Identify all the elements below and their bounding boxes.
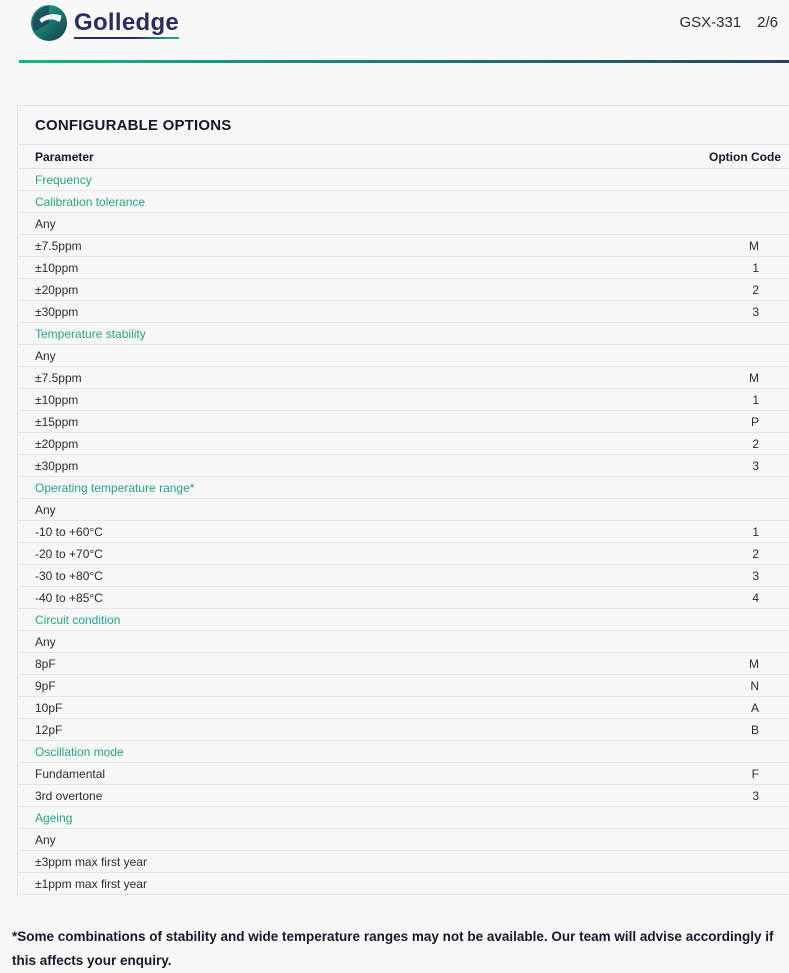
table-row <box>18 235 789 257</box>
table-row <box>18 455 789 477</box>
parameter-cell: ±3ppm max first year <box>35 854 147 869</box>
option-code-cell: N <box>750 678 759 693</box>
parameter-cell: ±1ppm max first year <box>35 876 147 891</box>
option-code-cell: 3 <box>752 788 759 803</box>
parameter-cell: ±10ppm <box>35 260 79 275</box>
header-divider <box>19 60 789 63</box>
table-title: CONFIGURABLE OPTIONS <box>18 106 789 145</box>
table-row <box>18 257 789 279</box>
table-row <box>18 279 789 301</box>
table-row <box>18 521 789 543</box>
table-row <box>18 499 789 521</box>
option-code-cell: M <box>749 370 759 385</box>
parameter-cell: Any <box>35 216 56 231</box>
parameter-cell: ±30ppm <box>35 304 79 319</box>
parameter-cell: ±7.5ppm <box>35 370 82 385</box>
parameter-cell: ±15ppm <box>35 414 79 429</box>
parameter-cell: ±10ppm <box>35 392 79 407</box>
parameter-cell: 10pF <box>35 700 63 715</box>
option-code-cell: 1 <box>752 260 759 275</box>
option-code-cell: 3 <box>752 568 759 583</box>
table-row <box>18 631 789 653</box>
table-row <box>18 543 789 565</box>
table-row <box>18 785 789 807</box>
table-row <box>18 741 789 763</box>
parameter-cell: Frequency <box>35 172 92 187</box>
table-row <box>18 433 789 455</box>
parameter-cell: -20 to +70°C <box>35 546 103 561</box>
table-row <box>18 169 789 191</box>
table-row <box>18 719 789 741</box>
table-row <box>18 323 789 345</box>
page-indicator: 2/6 <box>757 14 778 31</box>
parameter-cell: Any <box>35 634 56 649</box>
parameter-cell: -40 to +85°C <box>35 590 103 605</box>
parameter-cell: Any <box>35 832 56 847</box>
table-row <box>18 697 789 719</box>
doc-reference <box>679 14 778 31</box>
option-code-cell: 2 <box>752 436 759 451</box>
parameter-cell: Temperature stability <box>35 326 146 341</box>
parameter-cell: Ageing <box>35 810 73 825</box>
option-code-cell: 1 <box>752 524 759 539</box>
parameter-cell: Fundamental <box>35 766 106 781</box>
table-row <box>18 345 789 367</box>
option-code-cell: F <box>751 766 759 781</box>
parameter-cell: Circuit condition <box>35 612 121 627</box>
option-code-cell: 2 <box>752 282 759 297</box>
option-code-cell: A <box>750 700 759 715</box>
table-row <box>18 851 789 873</box>
parameter-cell: ±30ppm <box>35 458 79 473</box>
table-row <box>18 301 789 323</box>
option-code-cell: 2 <box>752 546 759 561</box>
option-code-cell: P <box>750 414 759 429</box>
doc-code: GSX-331 <box>679 14 742 31</box>
table-row <box>18 807 789 829</box>
parameter-cell: Any <box>35 348 56 363</box>
option-code-cell: 1 <box>752 392 759 407</box>
parameter-cell: -30 to +80°C <box>35 568 103 583</box>
parameter-cell: 12pF <box>35 722 63 737</box>
option-code-cell: 3 <box>752 304 759 319</box>
table-row <box>18 829 789 851</box>
availability-footnote: *Some combinations of stability and wide temperature ranges may not be available. Our team will advise accordingly if this affects your enquiry. <box>12 929 774 968</box>
table-row <box>18 763 789 785</box>
table-row <box>18 191 789 213</box>
parameter-cell: ±7.5ppm <box>35 238 82 253</box>
parameter-cell: 8pF <box>35 656 56 671</box>
table-row <box>18 565 789 587</box>
parameter-cell: -10 to +60°C <box>35 524 103 539</box>
column-header-parameter: Parameter <box>35 149 94 164</box>
brand-wordmark-link[interactable]: Golledge <box>74 9 179 39</box>
option-code-cell: M <box>749 656 759 671</box>
table-row <box>18 675 789 697</box>
golledge-logo-icon <box>30 4 68 42</box>
parameter-cell: ±20ppm <box>35 282 79 297</box>
parameter-cell: Operating temperature range* <box>35 480 195 495</box>
options-table-body <box>18 169 789 895</box>
table-row <box>18 389 789 411</box>
table-row <box>18 367 789 389</box>
table-row <box>18 213 789 235</box>
parameter-cell: 3rd overtone <box>35 788 103 803</box>
table-row <box>18 411 789 433</box>
parameter-cell: Calibration tolerance <box>35 194 146 209</box>
parameter-cell: ±20ppm <box>35 436 79 451</box>
option-code-cell: 3 <box>752 458 759 473</box>
table-row <box>18 873 789 895</box>
table-column-header <box>18 145 789 169</box>
table-row <box>18 587 789 609</box>
parameter-cell: Any <box>35 502 56 517</box>
table-row <box>18 653 789 675</box>
table-row <box>18 477 789 499</box>
column-header-option-code: Option Code <box>709 149 781 164</box>
option-code-cell: 4 <box>752 590 759 605</box>
table-row <box>18 609 789 631</box>
parameter-cell: 9pF <box>35 678 56 693</box>
configurable-options-table <box>17 105 789 895</box>
option-code-cell: B <box>750 722 759 737</box>
option-code-cell: M <box>749 238 759 253</box>
parameter-cell: Oscillation mode <box>35 744 124 759</box>
